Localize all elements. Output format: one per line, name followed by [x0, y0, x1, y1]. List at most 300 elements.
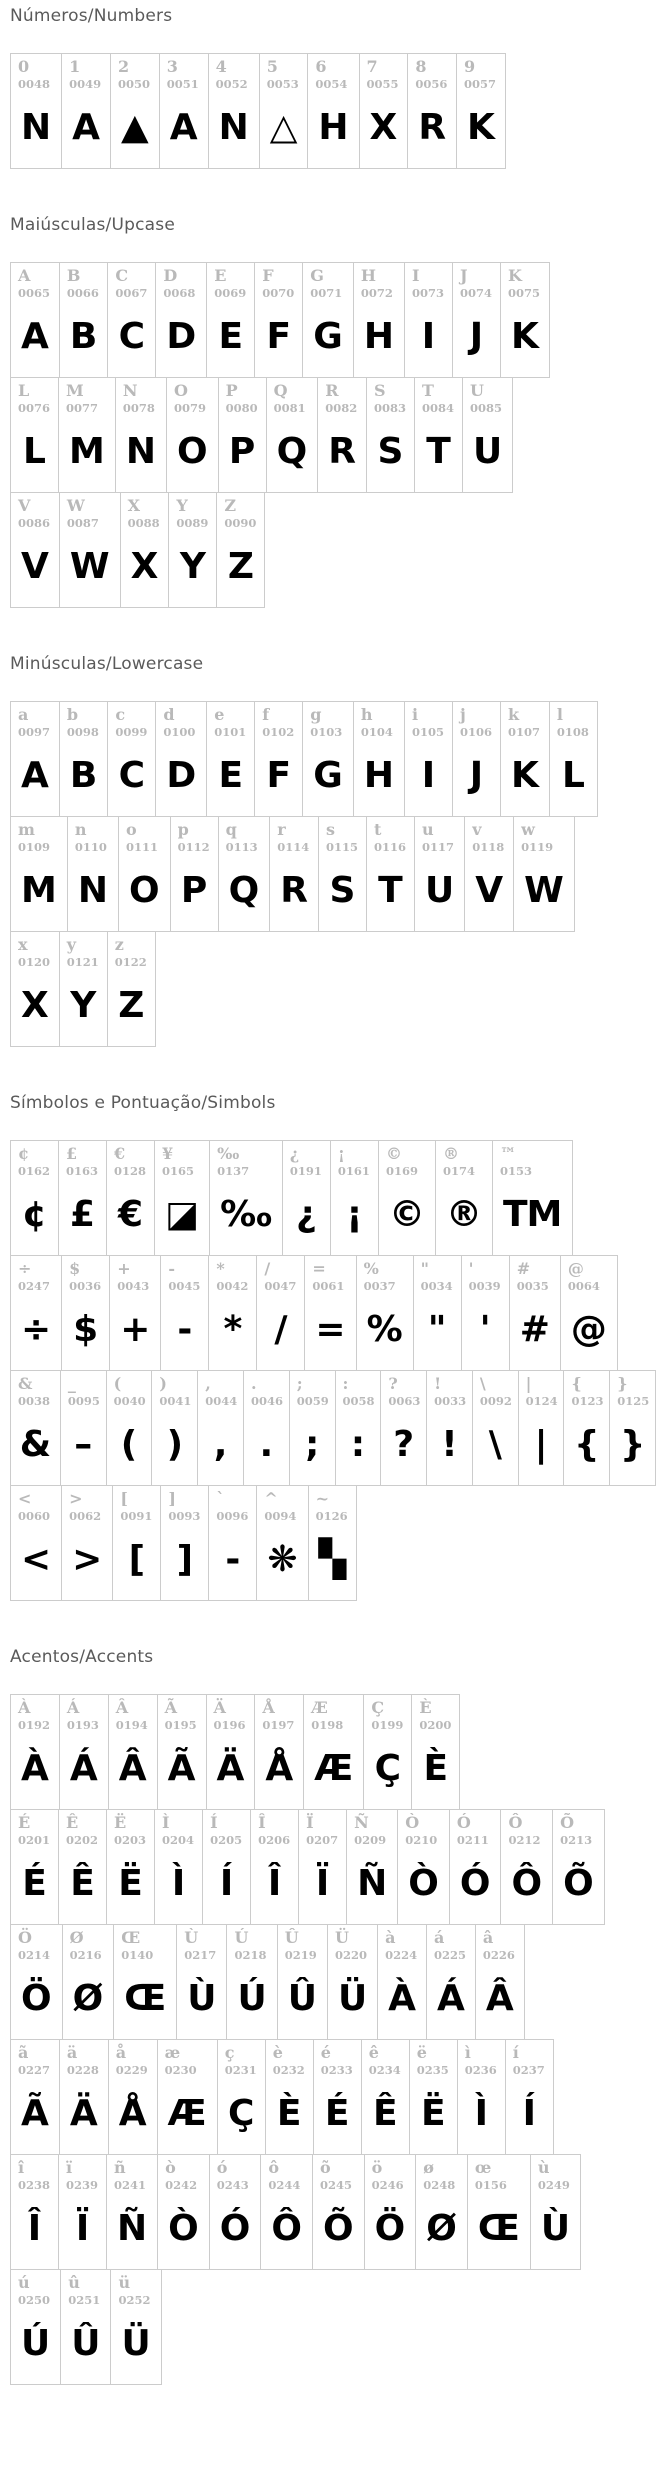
cell-unicode-code: 0101 — [214, 725, 247, 740]
cell-unicode-code: 0197 — [262, 1718, 295, 1733]
cell-unicode-code: 0078 — [122, 401, 155, 416]
cell-glyph-preview: ‐ — [225, 1538, 240, 1580]
cell-glyph-preview: W — [524, 869, 563, 911]
cell-character-label: g — [310, 705, 322, 724]
cell-unicode-code: 0137 — [217, 1164, 250, 1179]
glyph-cell — [414, 377, 463, 493]
cell-unicode-code: 0198 — [311, 1718, 344, 1733]
glyph-cell — [157, 2039, 218, 2155]
cell-character-label: $ — [69, 1259, 81, 1278]
cell-character-label: ® — [442, 1144, 459, 1163]
glyph-cell — [106, 1370, 153, 1486]
glyph-cell — [366, 816, 415, 932]
cell-glyph-preview: É — [22, 1862, 46, 1904]
cell-glyph-preview: A — [169, 106, 197, 148]
glyph-grid — [10, 701, 655, 1047]
glyph-cell — [154, 1140, 210, 1256]
cell-character-label: Q — [273, 381, 288, 400]
cell-unicode-code: 0058 — [342, 1394, 375, 1409]
cell-unicode-code: 0036 — [69, 1279, 102, 1294]
cell-character-label: Í — [210, 1813, 218, 1832]
glyph-cell — [260, 2154, 313, 2270]
cell-unicode-code: 0201 — [18, 1833, 51, 1848]
cell-character-label: p — [177, 820, 189, 839]
cell-unicode-code: 0079 — [173, 401, 206, 416]
glyph-cell — [60, 1370, 107, 1486]
cell-glyph-preview: K — [467, 106, 494, 148]
cell-character-label: Ø — [69, 1928, 84, 1947]
cell-glyph-preview: Ó — [219, 2207, 250, 2249]
cell-unicode-code: 0055 — [366, 77, 399, 92]
cell-character-label: © — [385, 1144, 402, 1163]
cell-glyph-preview: Å — [265, 1747, 293, 1789]
cell-unicode-code: 0227 — [18, 2063, 51, 2078]
cell-glyph-preview: K — [511, 315, 538, 357]
cell-unicode-code: 0106 — [459, 725, 492, 740]
cell-glyph-preview: Î — [267, 1862, 281, 1904]
glyph-cell — [549, 701, 598, 817]
cell-unicode-code: 0085 — [469, 401, 502, 416]
glyph-cell — [112, 1485, 161, 1601]
cell-character-label: o — [125, 820, 137, 839]
glyph-cell — [513, 816, 575, 932]
glyph-cell — [560, 1255, 618, 1371]
glyph-cell — [59, 262, 108, 378]
glyph-cell — [254, 1694, 304, 1810]
glyph-cell — [206, 701, 255, 817]
cell-character-label: Æ — [311, 1698, 328, 1717]
cell-glyph-preview: A — [21, 315, 48, 357]
cell-character-label: ú — [18, 2273, 30, 2292]
cell-unicode-code: 0083 — [373, 401, 406, 416]
cell-glyph-preview: Ó — [459, 1862, 490, 1904]
cell-character-label: 4 — [215, 57, 227, 76]
cell-character-label: } — [617, 1374, 628, 1393]
cell-unicode-code: 0060 — [18, 1509, 51, 1524]
glyph-cell — [120, 492, 170, 608]
cell-character-label: ï — [66, 2158, 73, 2177]
glyph-cell — [59, 1694, 109, 1810]
cell-character-label: Å — [262, 1698, 275, 1717]
cell-glyph-preview: E — [218, 754, 243, 796]
cell-glyph-preview: O — [128, 869, 159, 911]
cell-glyph-preview: @ — [570, 1308, 606, 1350]
glyph-cell — [10, 1140, 59, 1256]
cell-character-label: Ò — [405, 1813, 420, 1832]
cell-unicode-code: 0068 — [163, 286, 196, 301]
cell-unicode-code: 0165 — [162, 1164, 195, 1179]
glyph-row — [10, 53, 655, 169]
cell-character-label: a — [18, 705, 29, 724]
glyph-cell — [155, 262, 207, 378]
cell-unicode-code: 0070 — [262, 286, 295, 301]
glyph-cell — [462, 377, 513, 493]
glyph-cell — [10, 701, 60, 817]
cell-unicode-code: 0093 — [168, 1509, 201, 1524]
cell-glyph-preview: R — [328, 430, 355, 472]
cell-unicode-code: 0069 — [214, 286, 247, 301]
glyph-cell — [10, 1809, 59, 1925]
cell-unicode-code: 0140 — [121, 1948, 154, 1963]
cell-character-label: ê — [368, 2043, 379, 2062]
cell-unicode-code: 0089 — [176, 516, 209, 531]
cell-unicode-code: 0048 — [18, 77, 51, 92]
cell-unicode-code: 0209 — [354, 1833, 387, 1848]
cell-unicode-code: 0237 — [512, 2063, 545, 2078]
cell-unicode-code: 0217 — [184, 1948, 217, 1963]
cell-character-label: / — [264, 1259, 271, 1278]
glyph-cell — [59, 492, 121, 608]
cell-glyph-preview: Ç — [374, 1747, 401, 1789]
glyph-cell — [109, 1255, 161, 1371]
glyph-row — [10, 816, 655, 932]
cell-glyph-preview: < — [21, 1538, 51, 1580]
cell-unicode-code: 0084 — [421, 401, 454, 416]
cell-unicode-code: 0066 — [66, 286, 99, 301]
cell-unicode-code: 0243 — [216, 2178, 249, 2193]
cell-unicode-code: 0112 — [177, 840, 210, 855]
section-title: Acentos/Accents — [10, 1647, 154, 1667]
cell-unicode-code: 0123 — [571, 1394, 604, 1409]
cell-glyph-preview: ¡ — [346, 1193, 362, 1235]
cell-glyph-preview: Ï — [75, 2207, 89, 2249]
glyph-cell — [317, 377, 367, 493]
cell-unicode-code: 0057 — [464, 77, 497, 92]
cell-character-label: ø — [423, 2158, 434, 2177]
glyph-cell — [452, 262, 501, 378]
cell-character-label: É — [18, 1813, 31, 1832]
cell-glyph-preview: N — [77, 869, 107, 911]
cell-character-label: M — [66, 381, 84, 400]
glyph-grid — [10, 1694, 655, 2385]
cell-glyph-preview: Î — [27, 2207, 41, 2249]
cell-glyph-preview: Â — [118, 1747, 146, 1789]
glyph-cell — [256, 1255, 305, 1371]
glyph-cell — [308, 1485, 358, 1601]
cell-character-label: ò — [165, 2158, 176, 2177]
cell-glyph-preview: N — [21, 106, 51, 148]
cell-unicode-code: 0102 — [262, 725, 295, 740]
cell-character-label: q — [225, 820, 237, 839]
cell-glyph-preview: I — [421, 754, 435, 796]
cell-glyph-preview: Ö — [21, 1977, 51, 2019]
cell-character-label: ™ — [499, 1144, 516, 1163]
cell-unicode-code: 0218 — [234, 1948, 267, 1963]
cell-glyph-preview: - — [177, 1308, 192, 1350]
cell-glyph-preview: ) — [166, 1423, 183, 1465]
cell-glyph-preview: { — [574, 1423, 599, 1465]
cell-character-label: Û — [284, 1928, 299, 1947]
cell-unicode-code: 0121 — [66, 955, 99, 970]
glyph-row — [10, 931, 655, 1047]
glyph-row — [10, 2154, 655, 2270]
glyph-cell — [10, 53, 62, 169]
cell-character-label: c — [115, 705, 126, 724]
cell-character-label: % — [363, 1259, 379, 1278]
cell-unicode-code: 0035 — [516, 1279, 549, 1294]
cell-character-label: k — [508, 705, 520, 724]
cell-unicode-code: 0082 — [325, 401, 358, 416]
cell-glyph-preview: À — [388, 1977, 416, 2019]
cell-glyph-preview: ▲ — [121, 106, 148, 148]
cell-character-label: P — [225, 381, 238, 400]
glyph-cell — [289, 1370, 336, 1486]
glyph-cell — [269, 816, 319, 932]
cell-unicode-code: 0080 — [225, 401, 258, 416]
cell-glyph-preview: Ú — [21, 2322, 50, 2364]
cell-glyph-preview: £ — [69, 1193, 95, 1235]
cell-glyph-preview: B — [69, 315, 97, 357]
glyph-cell — [411, 1694, 460, 1810]
cell-character-label: ù — [537, 2158, 550, 2177]
cell-character-label: v — [472, 820, 482, 839]
cell-unicode-code: 0108 — [556, 725, 589, 740]
cell-character-label: B — [66, 266, 81, 285]
glyph-cell — [397, 1809, 450, 1925]
cell-glyph-preview: Û — [71, 2322, 100, 2364]
glyph-grid — [10, 53, 655, 169]
cell-unicode-code: 0226 — [482, 1948, 515, 1963]
glyph-cell — [10, 1694, 60, 1810]
cell-glyph-preview: M — [21, 869, 56, 911]
cell-character-label: T — [421, 381, 434, 400]
cell-unicode-code: 0241 — [114, 2178, 147, 2193]
cell-glyph-preview: U — [424, 869, 454, 911]
cell-unicode-code: 0105 — [411, 725, 444, 740]
cell-character-label: å — [115, 2043, 127, 2062]
cell-unicode-code: 0126 — [315, 1509, 348, 1524]
cell-unicode-code: 0239 — [66, 2178, 99, 2193]
cell-glyph-preview: ? — [393, 1423, 414, 1465]
cell-glyph-preview: Õ — [563, 1862, 593, 1904]
cell-character-label: û — [68, 2273, 80, 2292]
cell-glyph-preview: A — [72, 106, 100, 148]
cell-glyph-preview: & — [19, 1423, 51, 1465]
glyph-cell — [407, 53, 457, 169]
cell-character-label: € — [114, 1144, 126, 1163]
glyph-cell — [356, 1255, 414, 1371]
cell-unicode-code: 0118 — [472, 840, 505, 855]
cell-glyph-preview: H — [363, 315, 393, 357]
cell-unicode-code: 0043 — [117, 1279, 150, 1294]
glyph-cell — [359, 53, 409, 169]
glyph-cell — [110, 53, 160, 169]
cell-unicode-code: 0225 — [434, 1948, 467, 1963]
cell-glyph-preview: Ø — [72, 1977, 103, 2019]
glyph-cell — [363, 1694, 412, 1810]
cell-glyph-preview: ¢ — [21, 1193, 47, 1235]
cell-character-label: { — [571, 1374, 582, 1393]
cell-unicode-code: 0200 — [419, 1718, 452, 1733]
glyph-row — [10, 1485, 655, 1601]
cell-unicode-code: 0202 — [66, 1833, 99, 1848]
cell-character-label: ç — [224, 2043, 235, 2062]
cell-glyph-preview: Â — [485, 1977, 513, 2019]
cell-character-label: V — [18, 496, 31, 515]
cell-character-label: d — [163, 705, 175, 724]
glyph-row — [10, 1255, 655, 1371]
glyph-cell — [505, 2039, 554, 2155]
cell-glyph-preview: Ã — [167, 1747, 195, 1789]
cell-glyph-preview: L — [561, 754, 584, 796]
cell-unicode-code: 0111 — [125, 840, 158, 855]
glyph-cell — [353, 701, 405, 817]
cell-character-label: Ó — [456, 1813, 471, 1832]
cell-unicode-code: 0053 — [266, 77, 299, 92]
cell-character-label: Ê — [66, 1813, 79, 1832]
cell-glyph-preview: Ò — [168, 2207, 198, 2249]
cell-glyph-preview: É — [324, 2092, 349, 2134]
cell-character-label: ` — [216, 1489, 225, 1508]
cell-character-label: Õ — [560, 1813, 575, 1832]
cell-glyph-preview: T — [426, 430, 450, 472]
glyph-cell — [208, 1255, 257, 1371]
glyph-cell — [58, 1140, 107, 1256]
cell-character-label: x — [18, 935, 28, 954]
cell-character-label: ¥ — [162, 1144, 174, 1163]
cell-character-label: ? — [388, 1374, 398, 1393]
glyph-cell — [166, 377, 219, 493]
cell-character-label: ) — [159, 1374, 167, 1393]
cell-glyph-preview: = — [315, 1308, 345, 1350]
cell-character-label: Y — [176, 496, 188, 515]
cell-glyph-preview: C — [118, 315, 145, 357]
cell-unicode-code: 0248 — [423, 2178, 456, 2193]
cell-glyph-preview: + — [120, 1308, 150, 1350]
glyph-cell — [62, 1924, 115, 2040]
cell-glyph-preview: Æ — [314, 1747, 353, 1789]
glyph-cell — [609, 1370, 656, 1486]
glyph-cell — [58, 1809, 107, 1925]
cell-unicode-code: 0120 — [18, 955, 51, 970]
glyph-cell — [108, 1694, 158, 1810]
glyph-cell — [404, 701, 453, 817]
cell-unicode-code: 0224 — [385, 1948, 418, 1963]
glyph-cell — [10, 2269, 61, 2385]
cell-glyph-preview: Ù — [540, 2207, 570, 2249]
cell-unicode-code: 0049 — [69, 77, 102, 92]
cell-glyph-preview: Ï — [315, 1862, 329, 1904]
cell-glyph-preview: [ — [128, 1538, 145, 1580]
glyph-cell — [59, 931, 108, 1047]
cell-glyph-preview: ▚ — [318, 1538, 346, 1580]
glyph-cell — [302, 262, 354, 378]
cell-glyph-preview: J — [469, 315, 483, 357]
glyph-cell — [10, 931, 60, 1047]
cell-unicode-code: 0231 — [224, 2063, 257, 2078]
cell-character-label: | — [525, 1374, 532, 1393]
cell-glyph-preview: ! — [441, 1423, 457, 1465]
cell-character-label: ( — [113, 1374, 122, 1393]
cell-character-label: [ — [120, 1489, 128, 1508]
cell-character-label: Ì — [162, 1813, 170, 1832]
cell-glyph-preview: D — [166, 315, 196, 357]
cell-character-label: ü — [118, 2273, 131, 2292]
cell-unicode-code: 0071 — [310, 286, 343, 301]
cell-character-label: ¡ — [337, 1144, 345, 1163]
cell-character-label: N — [122, 381, 138, 400]
cell-unicode-code: 0156 — [474, 2178, 507, 2193]
cell-unicode-code: 0113 — [225, 840, 258, 855]
glyph-cell — [176, 1924, 227, 2040]
cell-unicode-code: 0194 — [115, 1718, 148, 1733]
glyph-cell — [380, 1370, 427, 1486]
cell-character-label: ñ — [114, 2158, 126, 2177]
glyph-cell — [60, 2269, 111, 2385]
cell-character-label: < — [18, 1489, 32, 1508]
cell-character-label: u — [421, 820, 434, 839]
cell-unicode-code: 0109 — [18, 840, 51, 855]
glyph-cell — [377, 1924, 427, 2040]
cell-character-label: ‰ — [217, 1144, 240, 1163]
cell-glyph-preview: ‰ — [220, 1193, 271, 1235]
glyph-cell — [366, 377, 415, 493]
glyph-cell — [58, 377, 116, 493]
glyph-cell — [500, 1809, 553, 1925]
cell-character-label: ö — [371, 2158, 383, 2177]
cell-character-label: 3 — [166, 57, 178, 76]
glyph-cell — [108, 2039, 158, 2155]
cell-glyph-preview: D — [166, 754, 196, 796]
cell-character-label: Ù — [184, 1928, 199, 1947]
cell-unicode-code: 0107 — [508, 725, 541, 740]
glyph-cell — [217, 2039, 266, 2155]
cell-glyph-preview: R — [418, 106, 446, 148]
glyph-cell — [250, 1809, 299, 1925]
cell-glyph-preview: Ù — [187, 1977, 216, 2019]
cell-character-label: - — [168, 1259, 175, 1278]
cell-glyph-preview: ] — [176, 1538, 193, 1580]
cell-glyph-preview: H — [363, 754, 393, 796]
cell-unicode-code: 0250 — [18, 2293, 51, 2308]
cell-character-label: é — [320, 2043, 331, 2062]
glyph-cell — [209, 2154, 262, 2270]
glyph-cell — [110, 2269, 161, 2385]
cell-unicode-code: 0228 — [66, 2063, 99, 2078]
glyph-cell — [318, 816, 367, 932]
cell-unicode-code: 0236 — [464, 2063, 497, 2078]
charmap-section — [10, 1647, 655, 2385]
cell-glyph-preview: Í — [522, 2092, 535, 2134]
glyph-cell — [154, 1809, 203, 1925]
cell-character-label: È — [419, 1698, 432, 1717]
cell-glyph-preview: R — [280, 869, 307, 911]
glyph-cell — [159, 53, 209, 169]
cell-glyph-preview: Z — [118, 984, 144, 1026]
glyph-cell — [364, 2154, 417, 2270]
cell-character-label: I — [411, 266, 420, 285]
cell-glyph-preview: Ä — [216, 1747, 244, 1789]
cell-unicode-code: 0119 — [521, 840, 554, 855]
cell-unicode-code: 0233 — [320, 2063, 353, 2078]
cell-unicode-code: 0229 — [115, 2063, 148, 2078]
glyph-cell — [409, 2039, 458, 2155]
cell-character-label: Ç — [371, 1698, 385, 1717]
cell-unicode-code: 0050 — [118, 77, 151, 92]
glyph-cell — [282, 1140, 331, 1256]
cell-character-label: 6 — [315, 57, 327, 76]
cell-unicode-code: 0096 — [216, 1509, 249, 1524]
cell-unicode-code: 0091 — [120, 1509, 153, 1524]
cell-glyph-preview: Y — [70, 984, 96, 1026]
cell-glyph-preview: N — [218, 106, 248, 148]
cell-character-label: f — [262, 705, 270, 724]
section-title: Maiúsculas/Upcase — [10, 215, 175, 235]
glyph-cell — [361, 2039, 410, 2155]
section-title: Símbolos e Pontuação/Simbols — [10, 1093, 276, 1113]
cell-glyph-preview: ® — [445, 1193, 481, 1235]
cell-character-label: ì — [464, 2043, 471, 2062]
